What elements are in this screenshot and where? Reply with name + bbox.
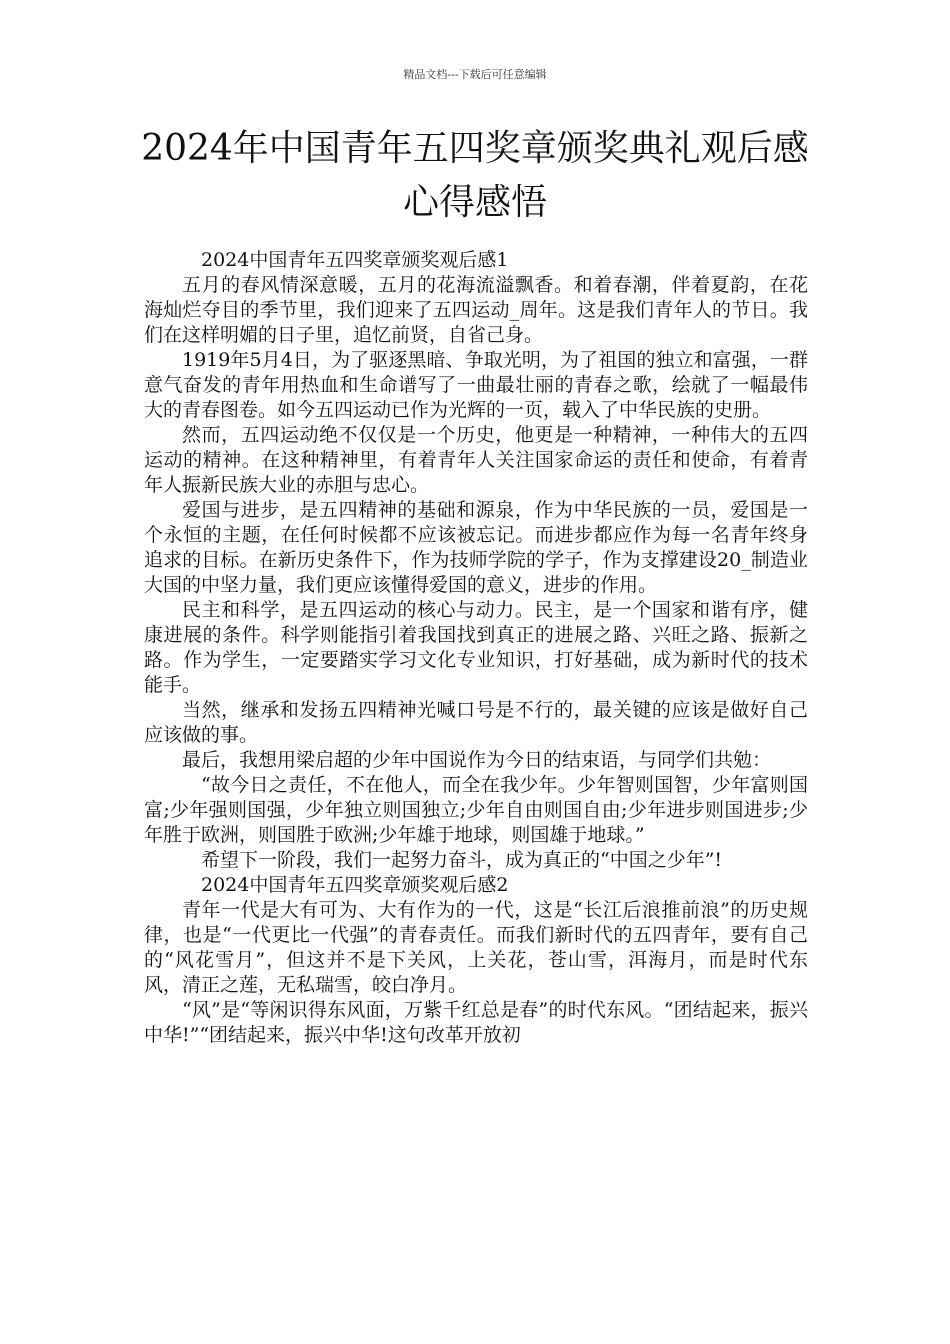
quotation: “故今日之责任，不在他人，而全在我少年。少年智则国智，少年富则国富;少年强则国强，少年独立则国独立;少年自由则国自由;少年进步则国进步;少年胜于欧洲，则国胜于欧洲;少年雄于地球，则国雄于地球。” [144,774,808,846]
document-body [144,248,808,1048]
section-heading-1: 2024中国青年五四奖章颁奖观后感1 [201,249,509,271]
paragraph: 1919年5月4日，为了驱逐黑暗、争取光明，为了祖国的独立和富强，一群意气奋发的青年用热血和生命谱写了一曲最壮丽的青春之歌，绘就了一幅最伟大的青春图卷。如今五四运动已作为光辉的一页，载入了中华民族的史册。 [144,349,808,421]
paragraph: 五月的春风情深意暖，五月的花海流溢飘香。和着春潮，伴着夏韵，在花海灿烂夺目的季节里，我们迎来了五四运动_周年。这是我们青年人的节日。我们在这样明媚的日子里，追忆前贤，自省己身。 [144,274,808,346]
paragraph: 青年一代是大有可为、大有作为的一代，这是“长江后浪推前浪”的历史规律，也是“一代更比一代强”的青春责任。而我们新时代的五四青年，要有自己的“风花雪月”，但这并不是下关风，上关花，苍山雪，洱海月，而是时代东风，清正之莲，无私瑞雪，皎白净月。 [144,899,808,996]
document-title [0,122,950,230]
paragraph: 民主和科学，是五四运动的核心与动力。民主，是一个国家和谐有序，健康进展的条件。科学则能指引着我国找到真正的进展之路、兴旺之路、振新之路。作为学生，一定要踏实学习文化专业知识，打好基础，成为新时代的技术能手。 [144,599,808,696]
paragraph: 然而，五四运动绝不仅仅是一个历史，他更是一种精神，一种伟大的五四运动的精神。在这种精神里，有着青年人关注国家命运的责任和使命，有着青年人振新民族大业的赤胆与忠心。 [144,424,808,496]
page-header: 精品文档---下载后可任意编辑 [403,68,547,81]
paragraph: “风”是“等闲识得东风面，万紫千红总是春”的时代东风。“团结起来，振兴中华!”“团结起来，振兴中华!这句改革开放初 [144,999,808,1046]
section-heading-2: 2024中国青年五四奖章颁奖观后感2 [201,874,509,896]
paragraph: 最后，我想用梁启超的少年中国说作为今日的结束语，与同学们共勉： [182,749,772,771]
paragraph: 爱国与进步，是五四精神的基础和源泉，作为中华民族的一员，爱国是一个永恒的主题，在任何时候都不应该被忘记。而进步都应作为每一名青年终身追求的目标。在新历史条件下，作为技师学院的学子，作为支撑建设20_制造业大国的中坚力量，我们更应该懂得爱国的意义，进步的作用。 [144,499,808,596]
paragraph: 当然，继承和发扬五四精神光喊口号是不行的，最关键的应该是做好自己应该做的事。 [144,699,808,746]
title-line-1: 2024年中国青年五四奖章颁奖典礼观后感 [141,128,809,169]
paragraph: 希望下一阶段，我们一起努力奋斗，成为真正的“中国之少年”! [201,849,723,871]
title-line-2: 心得感悟 [402,182,547,223]
